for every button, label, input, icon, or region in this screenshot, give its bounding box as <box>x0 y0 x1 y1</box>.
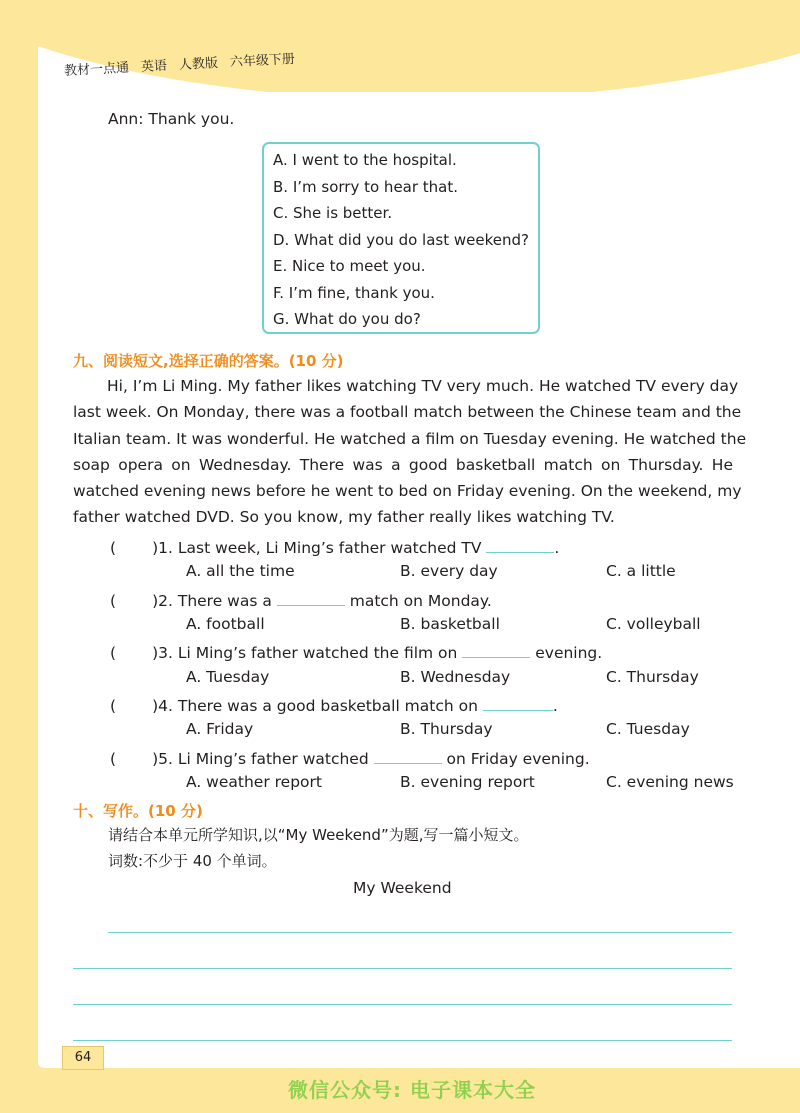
question-2 <box>110 589 492 610</box>
essay-title: My Weekend <box>353 879 452 897</box>
answer-paren-close: ) <box>152 539 159 557</box>
reading-passage <box>73 373 747 531</box>
question-text-after: . <box>552 697 558 715</box>
passage-line: Italian team. It was wonderful. He watched a film on Tuesday evening. He watched the <box>73 429 747 448</box>
question-3 <box>110 641 602 662</box>
option-g: G. What do you do? <box>273 310 421 328</box>
question-text-after: on Friday evening. <box>446 750 590 768</box>
choice-2c[interactable]: C. volleyball <box>606 615 701 633</box>
choice-5b[interactable]: B. evening report <box>400 773 535 791</box>
fill-blank[interactable] <box>486 536 554 553</box>
question-5 <box>110 747 590 768</box>
fill-blank[interactable] <box>374 747 442 764</box>
question-text-after: match on Monday. <box>349 592 492 610</box>
choice-5a[interactable]: A. weather report <box>186 773 322 791</box>
choice-1b[interactable]: B. every day <box>400 562 498 580</box>
question-1 <box>110 536 559 557</box>
question-number: 1. <box>158 539 173 557</box>
option-e: E. Nice to meet you. <box>273 257 426 275</box>
passage-line: last week. On Monday, there was a football match between the Chinese team and the <box>73 403 742 422</box>
question-number: 2. <box>158 592 173 610</box>
choice-5c[interactable]: C. evening news <box>606 773 734 791</box>
answer-paren-open: ( <box>110 592 117 610</box>
answer-paren-close: ) <box>152 644 159 662</box>
header-grade: 六年级下册 <box>229 51 296 71</box>
question-text: Li Ming’s father watched the film on <box>177 644 458 662</box>
choice-3c[interactable]: C. Thursday <box>606 668 699 686</box>
question-4 <box>110 694 558 715</box>
answer-paren-open: ( <box>110 750 117 768</box>
section-10-title: 十、写作。(10 分) <box>73 802 203 820</box>
choice-3b[interactable]: B. Wednesday <box>400 668 511 686</box>
passage-line: watched evening news before he went to bed on Friday evening. On the weekend, my <box>73 482 742 501</box>
answer-paren-open: ( <box>110 644 117 662</box>
question-text: Last week, Li Ming’s father watched TV <box>177 539 482 557</box>
passage-line: father watched DVD. So you know, my father really likes watching TV. <box>73 508 615 527</box>
answer-paren-close: ) <box>152 750 159 768</box>
question-number: 3. <box>158 644 173 662</box>
header-subject: 英语 <box>140 58 168 75</box>
answer-paren-close: ) <box>152 592 159 610</box>
answer-paren-close: ) <box>152 697 159 715</box>
choice-2a[interactable]: A. football <box>186 615 265 633</box>
question-number: 4. <box>158 697 173 715</box>
section-9-title: 九、阅读短文,选择正确的答案。(10 分) <box>73 352 344 370</box>
fill-blank[interactable] <box>277 589 345 606</box>
question-text: There was a good basketball match on <box>177 697 478 715</box>
writing-line[interactable] <box>108 932 732 933</box>
writing-instruction: 请结合本单元所学知识,以“My Weekend”为题,写一篇小短文。 <box>108 826 529 844</box>
header-edition: 人教版 <box>178 55 219 73</box>
option-b: B. I’m sorry to hear that. <box>273 178 459 196</box>
writing-line[interactable] <box>73 1004 732 1005</box>
choice-1c[interactable]: C. a little <box>606 562 676 580</box>
passage-line: Hi, I’m Li Ming. My father likes watching TV very much. He watched TV every day <box>107 377 739 395</box>
option-f: F. I’m fine, thank you. <box>273 284 435 302</box>
top-curve <box>0 0 800 92</box>
option-a: A. I went to the hospital. <box>273 151 457 169</box>
choice-4b[interactable]: B. Thursday <box>400 720 493 738</box>
header-book-title: 教材一点通 <box>63 60 130 79</box>
word-count-requirement: 词数:不少于 40 个单词。 <box>108 852 277 870</box>
answer-paren-open: ( <box>110 539 117 557</box>
dialog-last-line: Ann: Thank you. <box>108 110 235 128</box>
passage-line: soap opera on Wednesday. There was a good basketball match on Thursday. He <box>73 455 733 474</box>
question-text: There was a <box>177 592 272 610</box>
writing-line[interactable] <box>73 968 732 969</box>
choice-2b[interactable]: B. basketball <box>400 615 500 633</box>
question-number: 5. <box>158 750 173 768</box>
watermark-text: 微信公众号: 电子课本大全 <box>288 1078 536 1102</box>
choice-3a[interactable]: A. Tuesday <box>186 668 270 686</box>
choice-4a[interactable]: A. Friday <box>186 720 254 738</box>
option-d: D. What did you do last weekend? <box>273 231 529 249</box>
writing-line[interactable] <box>73 1040 732 1041</box>
choice-4c[interactable]: C. Tuesday <box>606 720 690 738</box>
choice-1a[interactable]: A. all the time <box>186 562 295 580</box>
fill-blank[interactable] <box>462 641 530 658</box>
page-number: 64 <box>62 1046 104 1070</box>
question-text-after: evening. <box>535 644 603 662</box>
question-text-after: . <box>554 539 560 557</box>
fill-blank[interactable] <box>483 694 553 711</box>
answer-paren-open: ( <box>110 697 117 715</box>
option-c: C. She is better. <box>273 204 393 222</box>
options-box <box>262 142 540 334</box>
question-text: Li Ming’s father watched <box>177 750 369 768</box>
